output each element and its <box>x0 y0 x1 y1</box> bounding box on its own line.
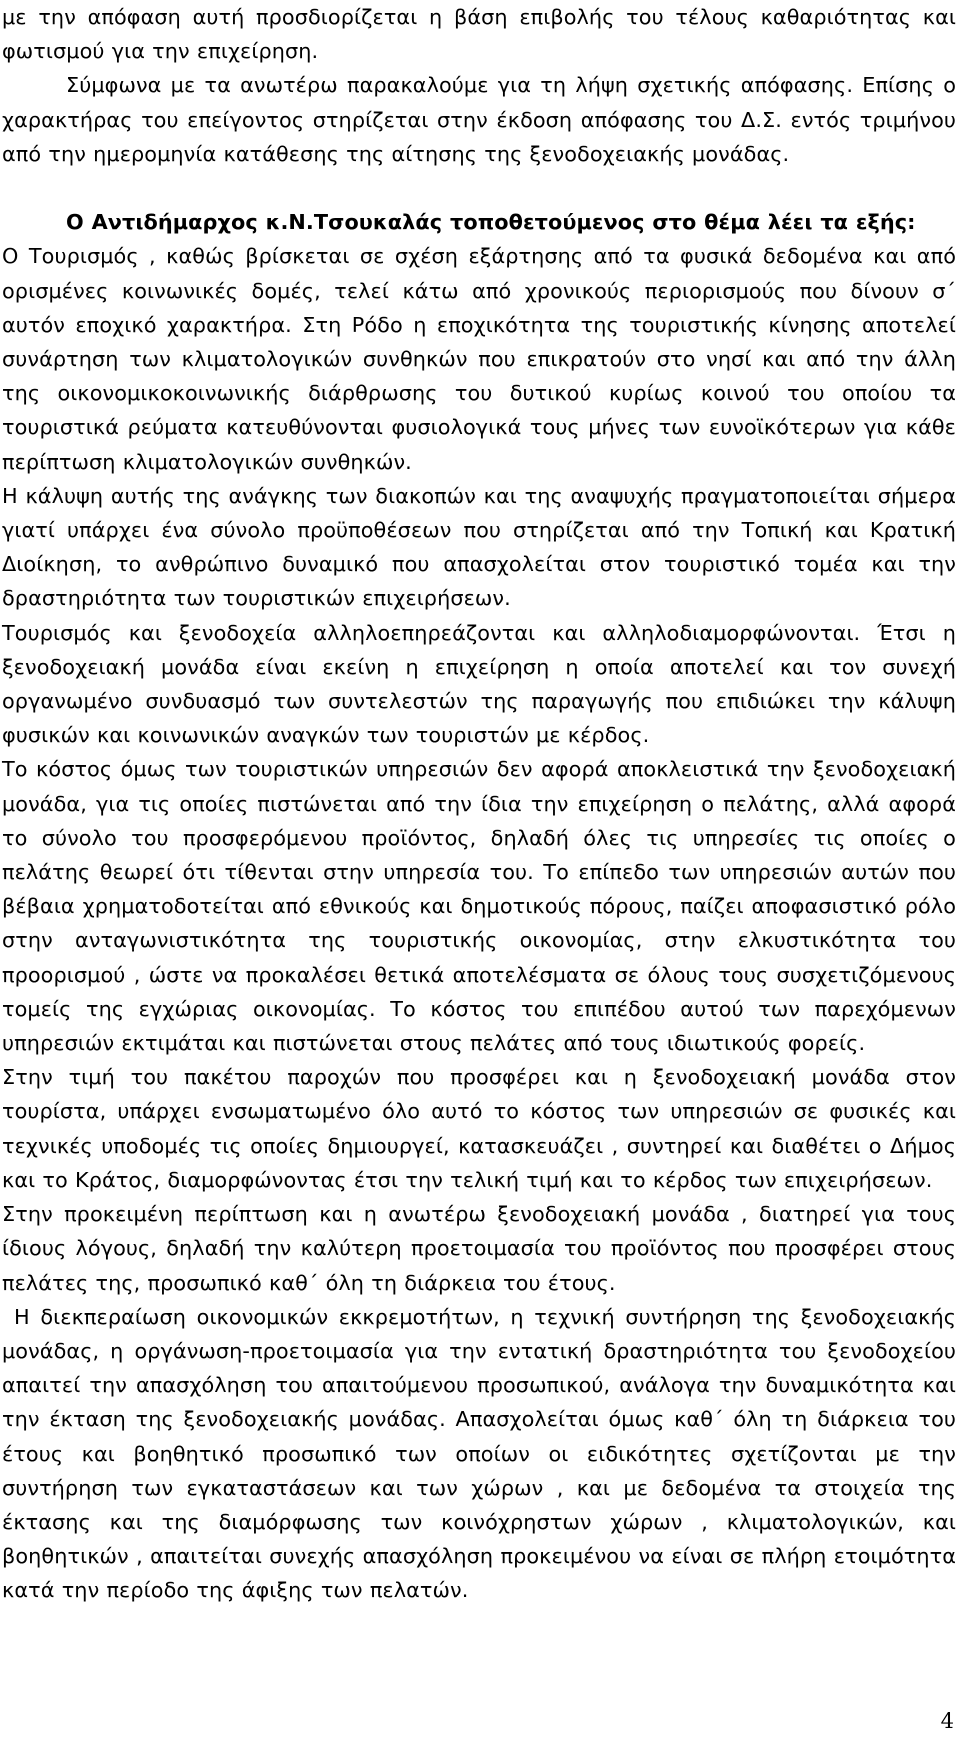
paragraph-1: Ο Τουρισμός , καθώς βρίσκεται σε σχέση εξάρτησης από τα φυσικά δεδομένα και από ορισμένες κοινωνικές δομές, τελεί κάτω από χρονικούς περιορισμούς που δίνουν σ΄ αυτόν εποχικό χαρακτήρα. Στη Ρόδο η εποχικότητα της τουριστικής κίνησης αποτελεί συνάρτηση των κλιματολογικών συνθηκών που επικρατούν στο νησί και από την άλλη της οικονομικοκοινωνικής διάρθρωσης του δυτικού κυρίως κοινού του οποίου τα τουριστικά ρεύματα κατευθύνονται φυσιολογικά τους μήνες των ευνοϊκότερων για κάθε περίπτωση κλιματολογικών συνθηκών. <box>2 244 956 474</box>
document-body <box>2 0 956 1608</box>
paragraph-intro-1: με την απόφαση αυτή προσδιορίζεται η βάση επιβολής του τέλους καθαριότητας και φωτισμού για την επιχείρηση. <box>2 5 956 64</box>
paragraph-7: Η διεκπεραίωση οικονομικών εκκρεμοτήτων, η τεχνική συντήρηση της ξενοδοχειακής μονάδας, η οργάνωση-προετοιμασία για την εντατική δραστηριότητα του ξενοδοχείου απαιτεί την απασχόληση του απαιτούμενου προσωπικού, ανάλογα την δυναμικότητα και την έκταση της ξενοδοχειακής μονάδας. Απασχολείται όμως καθ΄ όλη τη διάρκεια του έτους και βοηθητικό προσωπικό των οποίων οι ειδικότητες σχετίζονται με την συντήρηση των εγκαταστάσεων και των χώρων , και με δεδομένα τα στοιχεία της έκτασης και της διαμόρφωσης των κοινόχρηστων χώρων , κλιματολογικών, και βοηθητικών , απαιτείται συνεχής απασχόληση προκειμένου να είναι σε πλήρη ετοιμότητα κατά την περίοδο της άφιξης των πελατών. <box>2 1304 956 1603</box>
blank-line <box>2 171 956 205</box>
paragraph-2: Η κάλυψη αυτής της ανάγκης των διακοπών και της αναψυχής πραγματοποιείται σήμερα γιατί υπάρχει ένα σύνολο προϋποθέσεων που στηρίζεται από την Τοπική και Κρατική Διοίκηση, το ανθρώπινο δυναμικό που απασχολείται στον τουριστικό τομέα και την δραστηριότητα των τουριστικών επιχειρήσεων. <box>2 483 956 611</box>
page-number: 4 <box>940 1709 954 1733</box>
speaker-heading: Ο Αντιδήμαρχος κ.Ν.Τσουκαλάς τοποθετούμενος στο θέμα λέει τα εξής: <box>66 210 916 235</box>
paragraph-intro-2: Σύμφωνα με τα ανωτέρω παρακαλούμε για τη λήψη σχετικής απόφασης. Επίσης ο χαρακτήρας του επείγοντος στηρίζεται στην έκδοση απόφασης του Δ.Σ. εντός τριμήνου από την ημερομηνία κατάθεσης της αίτησης της ξενοδοχειακής μονάδας. <box>2 73 956 166</box>
paragraph-6: Στην προκειμένη περίπτωση και η ανωτέρω ξενοδοχειακή μονάδα , διατηρεί για τους ίδιους λόγους, δηλαδή την καλύτερη προετοιμασία του προϊόντος που προσφέρει στους πελάτες της, προσωπικό καθ΄ όλη τη διάρκεια του έτους. <box>2 1202 956 1295</box>
paragraph-4: Το κόστος όμως των τουριστικών υπηρεσιών δεν αφορά αποκλειστικά την ξενοδοχειακή μονάδα, για τις οποίες πιστώνεται από την ίδια την επιχείρηση ο πελάτης, αλλά αφορά το σύνολο του προσφερόμενου προϊόντος, δηλαδή όλες τις υπηρεσίες τις οποίες ο πελάτης θεωρεί ότι τίθενται στην υπηρεσία του. Το επίπεδο των υπηρεσιών αυτών που βέβαια χρηματοδοτείται από εθνικούς και δημοτικούς πόρους, παίζει αποφασιστικό ρόλο στην ανταγωνιστικότητα της τουριστικής οικονομίας, στην ελκυστικότητα του προορισμού , ώστε να προκαλέσει θετικά αποτελέσματα σε όλους τους συσχετιζόμενους τομείς της εγχώριας οικονομίας. Το κόστος του επιπέδου αυτού των παρεχόμενων υπηρεσιών εκτιμάται και πιστώνεται στους πελάτες από τους ιδιωτικούς φορείς. <box>2 757 956 1056</box>
paragraph-5: Στην τιμή του πακέτου παροχών που προσφέρει και η ξενοδοχειακή μονάδα στον τουρίστα, υπάρχει ενσωματωμένο όλο αυτό το κόστος των υπηρεσιών σε φυσικές και τεχνικές υποδομές τις οποίες δημιουργεί, κατασκευάζει , συντηρεί και διαθέτει ο Δήμος και το Κράτος, διαμορφώνοντας έτσι την τελική τιμή και το κέρδος των επιχειρήσεων. <box>2 1065 956 1192</box>
paragraph-3: Τουρισμός και ξενοδοχεία αλληλοεπηρεάζονται και αλληλοδιαμορφώνονται. Έτσι η ξενοδοχειακή μονάδα είναι εκείνη η επιχείρηση η οποία αποτελεί και τον συνεχή οργανωμένο συνδυασμό των συντελεστών της παραγωγής που επιδιώκει την κάλυψη φυσικών και κοινωνικών αναγκών των τουριστών με κέρδος. <box>2 620 956 748</box>
